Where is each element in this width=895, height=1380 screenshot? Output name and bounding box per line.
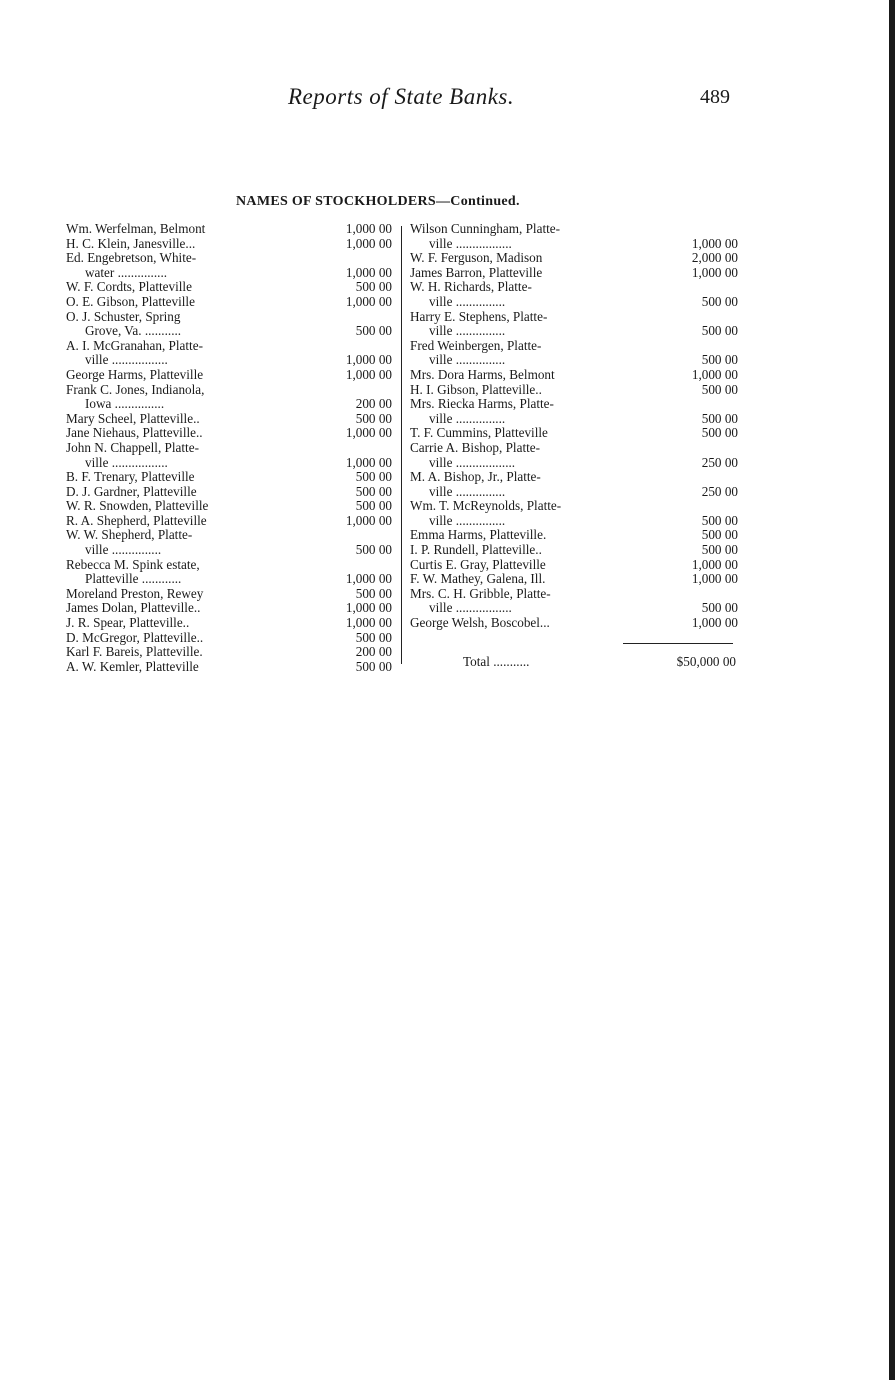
total-row (463, 654, 736, 670)
stockholder-row (66, 558, 392, 573)
stock-amount: 250 00 (701, 483, 738, 499)
stockholder-name: Mrs. Dora Harms, Belmont (410, 366, 555, 382)
stock-amount: 500 00 (355, 629, 392, 645)
running-head-title: Reports of State Banks. (288, 84, 515, 109)
stockholder-row (410, 353, 738, 368)
stock-amount: 1,000 00 (691, 556, 738, 572)
page-number: 489 (700, 86, 730, 108)
stockholder-row (66, 310, 392, 325)
stockholder-name: J. R. Spear, Platteville.. (66, 615, 190, 631)
stockholder-name: Carrie A. Bishop, Platte- (410, 439, 541, 455)
stockholder-name: W. R. Snowden, Platteville (66, 498, 209, 514)
stockholder-name: I. P. Rundell, Platteville.. (410, 542, 542, 558)
stockholder-name: James Dolan, Platteville.. (66, 600, 201, 616)
stockholder-row (66, 339, 392, 354)
stockholder-name: T. F. Cummins, Platteville (410, 425, 548, 441)
stockholder-name: Mrs. C. H. Gribble, Platte- (410, 585, 551, 601)
stockholder-name: W. F. Ferguson, Madison (410, 250, 543, 266)
stock-amount: 1,000 00 (345, 571, 392, 587)
stockholder-row (410, 456, 738, 471)
stockholder-name: ville ............... (429, 293, 506, 309)
stockholder-name: ville ............... (429, 352, 506, 368)
stockholder-row (410, 572, 738, 587)
stock-amount: 250 00 (701, 454, 738, 470)
stock-amount: 500 00 (355, 585, 392, 601)
stockholder-name: O. E. Gibson, Platteville (66, 293, 195, 309)
stockholder-name: ville ................. (85, 454, 168, 470)
total-rule (623, 643, 733, 644)
stock-amount: 1,000 00 (691, 571, 738, 587)
total-label: Total ........... (463, 654, 530, 669)
stockholder-name: ville ................. (429, 600, 512, 616)
stock-amount: 1,000 00 (345, 264, 392, 280)
stock-amount: 1,000 00 (345, 512, 392, 528)
stockholder-row (410, 251, 738, 266)
stockholder-row (410, 412, 738, 427)
stock-amount: 500 00 (701, 600, 738, 616)
stock-amount: 200 00 (355, 644, 392, 660)
stockholder-row (66, 499, 392, 514)
stockholder-row (66, 295, 392, 310)
stockholder-row (66, 353, 392, 368)
stockholder-row (410, 280, 738, 295)
stockholder-name: B. F. Trenary, Platteville (66, 469, 195, 485)
stock-amount: 500 00 (355, 483, 392, 499)
stockholder-row (410, 237, 738, 252)
stockholder-name: Mrs. Riecka Harms, Platte- (410, 396, 554, 412)
stockholder-row (410, 383, 738, 398)
stockholder-name: Emma Harms, Platteville. (410, 527, 547, 543)
stockholder-row (410, 441, 738, 456)
stockholder-row (410, 295, 738, 310)
stock-amount: 500 00 (701, 352, 738, 368)
stockholder-row (66, 368, 392, 383)
left-stockholder-column (66, 222, 392, 674)
stockholder-row (66, 514, 392, 529)
stockholder-row (410, 368, 738, 383)
stockholder-name: Iowa ............... (85, 396, 165, 412)
stockholder-row (410, 558, 738, 573)
stockholder-row (410, 397, 738, 412)
stockholder-name: Harry E. Stephens, Platte- (410, 308, 548, 324)
stock-amount: 1,000 00 (691, 264, 738, 280)
stockholder-name: water ............... (85, 264, 168, 280)
stock-amount: 500 00 (355, 658, 392, 674)
stockholder-name: ville ............... (429, 323, 506, 339)
stockholder-name: ville ............... (429, 410, 506, 426)
stock-amount: 500 00 (701, 410, 738, 426)
stock-amount: 500 00 (701, 293, 738, 309)
stock-amount: 1,000 00 (691, 235, 738, 251)
stockholder-row (66, 280, 392, 295)
stock-amount: 1,000 00 (691, 615, 738, 631)
stockholder-row (66, 441, 392, 456)
stockholder-name: Ed. Engebretson, White- (66, 250, 197, 266)
stockholder-name: Frank C. Jones, Indianola, (66, 381, 205, 397)
stockholder-name: W. F. Cordts, Platteville (66, 279, 192, 295)
stockholder-name: H. I. Gibson, Platteville.. (410, 381, 542, 397)
stockholder-row (410, 266, 738, 281)
stockholder-name: ville ............... (429, 512, 506, 528)
stock-amount: 500 00 (701, 542, 738, 558)
page-edge (889, 0, 895, 1380)
stock-amount: 500 00 (355, 542, 392, 558)
right-stockholder-column (410, 222, 738, 631)
stock-amount: 500 00 (355, 410, 392, 426)
stock-amount: 500 00 (701, 425, 738, 441)
stockholder-name: A. W. Kemler, Platteville (66, 658, 199, 674)
stock-amount: 500 00 (355, 469, 392, 485)
stockholder-name: Platteville ............ (85, 571, 182, 587)
stockholder-name: Fred Weinbergen, Platte- (410, 337, 542, 353)
stock-amount: 1,000 00 (345, 425, 392, 441)
stockholder-row (66, 601, 392, 616)
column-divider (401, 226, 402, 664)
stockholder-row (66, 631, 392, 646)
stockholder-name: ville ................. (85, 352, 168, 368)
stockholder-row (66, 426, 392, 441)
stockholder-row (410, 543, 738, 558)
stockholder-name: George Harms, Platteville (66, 366, 204, 382)
stockholder-name: Grove, Va. ........... (85, 323, 182, 339)
stockholder-row (410, 587, 738, 602)
stockholder-name: Wm. T. McReynolds, Platte- (410, 498, 562, 514)
stockholder-row (66, 572, 392, 587)
stock-amount: 500 00 (701, 381, 738, 397)
stockholder-name: ville ............... (85, 542, 162, 558)
stockholder-name: James Barron, Platteville (410, 264, 543, 280)
stock-amount: 1,000 00 (345, 352, 392, 368)
stockholder-name: John N. Chappell, Platte- (66, 439, 199, 455)
stockholder-name: W. H. Richards, Platte- (410, 279, 532, 295)
stockholder-row (66, 251, 392, 266)
stockholder-row (66, 645, 392, 660)
stockholder-row (66, 222, 392, 237)
stockholder-row (410, 222, 738, 237)
stock-amount: 1,000 00 (345, 235, 392, 251)
stockholder-name: ville ................. (429, 235, 512, 251)
stock-amount: 200 00 (355, 396, 392, 412)
stockholder-name: F. W. Mathey, Galena, Ill. (410, 571, 546, 587)
stock-amount: 500 00 (355, 279, 392, 295)
stock-amount: 1,000 00 (691, 366, 738, 382)
stock-amount: 1,000 00 (345, 293, 392, 309)
stock-amount: 1,000 00 (345, 454, 392, 470)
stockholder-name: W. W. Shepherd, Platte- (66, 527, 193, 543)
stockholder-row (66, 383, 392, 398)
stockholder-row (410, 514, 738, 529)
stockholder-name: Moreland Preston, Rewey (66, 585, 204, 601)
stockholder-row (66, 237, 392, 252)
stockholder-name: A. I. McGranahan, Platte- (66, 337, 203, 353)
stockholder-row (66, 616, 392, 631)
stock-amount: 1,000 00 (345, 615, 392, 631)
stockholder-name: George Welsh, Boscobel... (410, 615, 550, 631)
stock-amount: 500 00 (701, 512, 738, 528)
stockholder-name: Jane Niehaus, Platteville.. (66, 425, 203, 441)
stockholder-row (66, 528, 392, 543)
stockholder-row (410, 339, 738, 354)
stock-amount: 1,000 00 (345, 600, 392, 616)
section-heading: NAMES OF STOCKHOLDERS—Continued. (236, 194, 520, 209)
stockholder-row (66, 324, 392, 339)
stockholder-name: Mary Scheel, Platteville.. (66, 410, 200, 426)
stockholder-row (66, 397, 392, 412)
stockholder-row (410, 310, 738, 325)
stockholder-name: ville ............... (429, 483, 506, 499)
stockholder-row (410, 616, 738, 631)
stockholder-name: Rebecca M. Spink estate, (66, 556, 200, 572)
stock-amount: 2,000 00 (691, 250, 738, 266)
stockholder-name: H. C. Klein, Janesville... (66, 235, 196, 251)
total-amount: $50,000 00 (676, 654, 736, 669)
stock-amount: 500 00 (701, 527, 738, 543)
stock-amount: 1,000 00 (345, 221, 392, 236)
stockholder-row (410, 499, 738, 514)
stockholder-name: Curtis E. Gray, Platteville (410, 556, 546, 572)
stockholder-row (66, 543, 392, 558)
stockholder-row (66, 485, 392, 500)
stockholder-row (410, 485, 738, 500)
stockholder-row (410, 470, 738, 485)
stockholder-row (410, 426, 738, 441)
stock-amount: 500 00 (355, 498, 392, 514)
stockholder-row (410, 324, 738, 339)
stockholder-name: D. J. Gardner, Platteville (66, 483, 197, 499)
stockholder-row (410, 601, 738, 616)
stockholder-row (66, 587, 392, 602)
stockholder-row (66, 412, 392, 427)
stockholder-name: ville .................. (429, 454, 516, 470)
stock-amount: 500 00 (701, 323, 738, 339)
stockholder-name: M. A. Bishop, Jr., Platte- (410, 469, 541, 485)
stockholder-row (66, 456, 392, 471)
stockholder-row (66, 660, 392, 675)
stockholder-name: Wm. Werfelman, Belmont (66, 221, 206, 236)
stockholder-row (66, 470, 392, 485)
stockholder-name: D. McGregor, Platteville.. (66, 629, 204, 645)
stock-amount: 500 00 (355, 323, 392, 339)
stockholder-name: Wilson Cunningham, Platte- (410, 221, 561, 236)
stockholder-name: R. A. Shepherd, Platteville (66, 512, 207, 528)
stockholder-name: Karl F. Bareis, Platteville. (66, 644, 203, 660)
stock-amount: 1,000 00 (345, 366, 392, 382)
stockholder-row (66, 266, 392, 281)
stockholder-row (410, 528, 738, 543)
stockholder-name: O. J. Schuster, Spring (66, 308, 181, 324)
